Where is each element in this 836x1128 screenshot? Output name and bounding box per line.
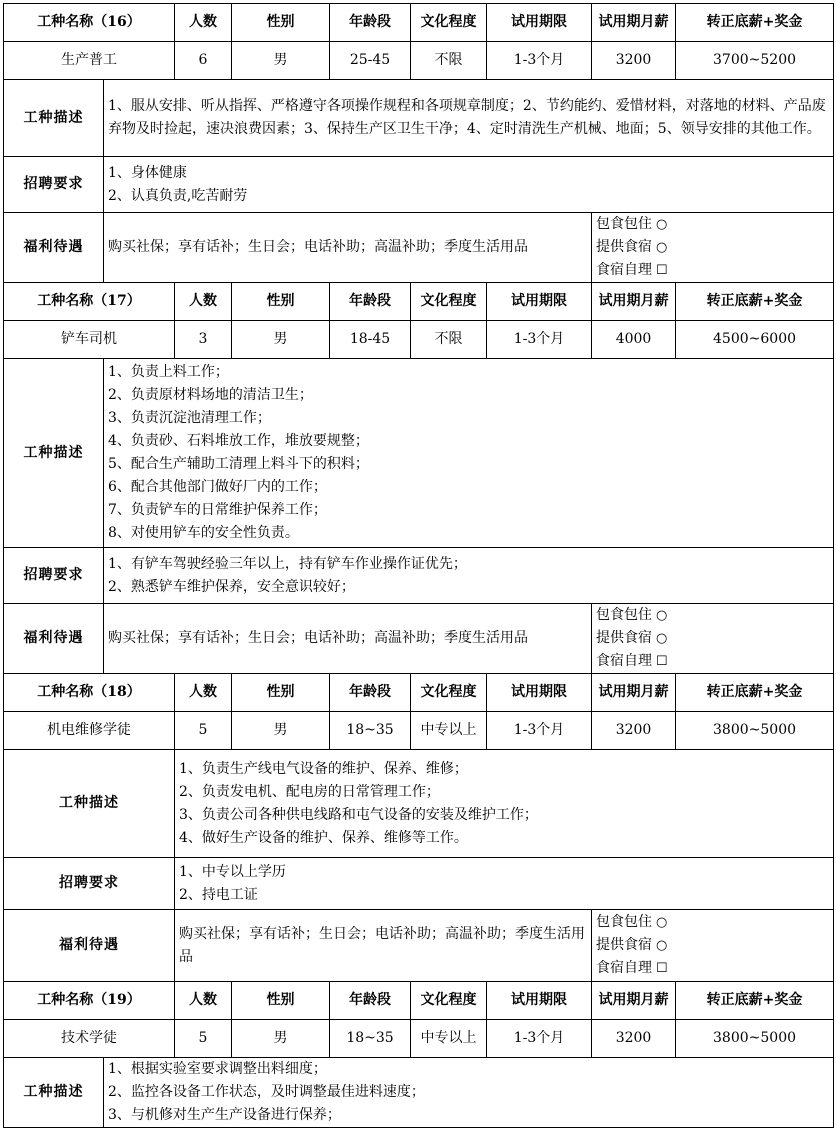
probation-salary-header: 试用期月薪 — [592, 4, 676, 42]
job-regular-salary: 3800~5000 — [676, 1020, 834, 1058]
description-line: 3、负责沉淀池清理工作； — [108, 410, 271, 426]
benefit-option-label: 包食包住 — [596, 914, 653, 930]
benefit-option — [596, 259, 829, 282]
job-name: 铲车司机 — [4, 321, 175, 359]
job-header-row — [4, 674, 834, 712]
description-line: 7、负责铲车的日常维护保养工作； — [108, 502, 327, 518]
probation-salary-header: 试用期月薪 — [592, 982, 676, 1020]
job-count: 6 — [175, 42, 232, 80]
count-header: 人数 — [175, 283, 232, 321]
benefit-option — [596, 934, 829, 957]
benefit-option — [596, 650, 829, 673]
description-label: 工种描述 — [4, 750, 175, 858]
age-header: 年龄段 — [330, 4, 411, 42]
radio-circle-icon: ○ — [656, 915, 668, 930]
description-line: 8、对使用铲车的安全性负责。 — [108, 525, 299, 541]
job-probation-period: 1-3个月 — [487, 1020, 592, 1058]
requirement-line: 1、有铲车驾驶经验三年以上，持有铲车作业操作证优先； — [108, 555, 467, 572]
job-probation-period: 1-3个月 — [487, 42, 592, 80]
probation-period-header: 试用期限 — [487, 283, 592, 321]
job-education: 不限 — [411, 42, 487, 80]
description-line: 2、负责发电机、配电房的日常管理工作； — [179, 783, 440, 800]
job-table — [3, 3, 834, 1128]
requirements-row — [4, 548, 834, 604]
gender-header: 性别 — [232, 982, 330, 1020]
benefit-option-label: 提供食宿 — [596, 239, 653, 255]
benefit-option — [596, 236, 829, 259]
job-age: 25-45 — [330, 42, 411, 80]
benefits-label: 福利待遇 — [4, 604, 104, 674]
requirement-line: 1、中专以上学历 — [179, 863, 286, 880]
education-header: 文化程度 — [411, 674, 487, 712]
job-count: 5 — [175, 712, 232, 750]
description-cell — [175, 750, 834, 858]
benefit-option-label: 食宿自理 — [596, 262, 653, 278]
job-name: 生产普工 — [4, 42, 175, 80]
probation-period-header: 试用期限 — [487, 674, 592, 712]
job-gender: 男 — [232, 712, 330, 750]
description-line: 2、监控各设备工作状态，及时调整最佳进料速度； — [108, 1084, 425, 1100]
description-cell — [104, 80, 834, 157]
requirement-line: 2、认真负责,吃苦耐劳 — [108, 187, 248, 204]
job-gender: 男 — [232, 42, 330, 80]
benefit-option-label: 食宿自理 — [596, 960, 653, 976]
requirements-cell — [104, 548, 834, 604]
benefit-option — [596, 604, 829, 627]
benefit-option-label: 提供食宿 — [596, 630, 653, 646]
job-gender: 男 — [232, 1020, 330, 1058]
job-title: 工种名称（16） — [4, 4, 175, 42]
age-header: 年龄段 — [330, 674, 411, 712]
description-line: 4、负责砂、石料堆放工作，堆放要规整； — [108, 433, 369, 449]
job-education: 不限 — [411, 321, 487, 359]
count-header: 人数 — [175, 4, 232, 42]
requirement-line: 1、身体健康 — [108, 164, 187, 181]
benefits-row — [4, 604, 834, 674]
benefit-option — [596, 957, 829, 980]
description-cell — [104, 1058, 834, 1128]
job-name: 技术学徒 — [4, 1020, 175, 1058]
description-row — [4, 80, 834, 157]
job-age: 18~35 — [330, 1020, 411, 1058]
requirement-line: 2、熟悉铲车维护保养，安全意识较好； — [108, 578, 355, 595]
radio-circle-icon: ○ — [656, 217, 668, 232]
job-age: 18~35 — [330, 712, 411, 750]
job-count: 3 — [175, 321, 232, 359]
probation-salary-header: 试用期月薪 — [592, 674, 676, 712]
requirements-label: 招聘要求 — [4, 858, 175, 910]
description-row — [4, 750, 834, 858]
job-probation-salary: 3200 — [592, 712, 676, 750]
description-line: 1、负责上料工作； — [108, 364, 229, 380]
job-header-row — [4, 982, 834, 1020]
job-regular-salary: 4500~6000 — [676, 321, 834, 359]
gender-header: 性别 — [232, 674, 330, 712]
description-line: 5、配合生产辅助工清理上料斗下的积料； — [108, 456, 369, 472]
regular-salary-header: 转正底薪+奖金 — [676, 4, 834, 42]
regular-salary-header: 转正底薪+奖金 — [676, 283, 834, 321]
checkbox-icon: ☐ — [656, 654, 668, 669]
job-header-row — [4, 283, 834, 321]
description-row — [4, 1058, 834, 1128]
radio-circle-icon: ○ — [656, 631, 668, 646]
description-row — [4, 359, 834, 548]
job-value-row — [4, 712, 834, 750]
benefit-options — [592, 213, 834, 283]
probation-salary-header: 试用期月薪 — [592, 283, 676, 321]
benefits-row — [4, 910, 834, 982]
benefit-options — [592, 604, 834, 674]
benefits-text: 购买社保；享有话补；生日会；电话补助；高温补助；季度生活用品 — [104, 604, 592, 674]
requirements-cell — [104, 157, 834, 213]
job-probation-salary: 3200 — [592, 1020, 676, 1058]
gender-header: 性别 — [232, 4, 330, 42]
benefits-text: 购买社保；享有话补；生日会；电话补助；高温补助；季度生活用品 — [175, 910, 592, 982]
description-text: 1、服从安排、听从指挥、严格遵守各项操作规程和各项规章制度；2、节约能约、爱惜材料，对落地的材料、产品废弃物及时捡起，速决浪费因素；3、保持生产区卫生干净；4、定时清洗生产机械、地面；5、领导安排的其他工作。 — [108, 98, 826, 137]
gender-header: 性别 — [232, 283, 330, 321]
benefit-option — [596, 911, 829, 934]
checkbox-icon: ☐ — [656, 961, 668, 976]
description-label: 工种描述 — [4, 1058, 104, 1128]
education-header: 文化程度 — [411, 4, 487, 42]
job-age: 18-45 — [330, 321, 411, 359]
requirements-cell — [175, 858, 834, 910]
count-header: 人数 — [175, 674, 232, 712]
regular-salary-header: 转正底薪+奖金 — [676, 674, 834, 712]
job-name: 机电维修学徒 — [4, 712, 175, 750]
description-label: 工种描述 — [4, 359, 104, 548]
regular-salary-header: 转正底薪+奖金 — [676, 982, 834, 1020]
job-education: 中专以上 — [411, 712, 487, 750]
benefits-text: 购买社保；享有话补；生日会；电话补助；高温补助；季度生活用品 — [104, 213, 592, 283]
age-header: 年龄段 — [330, 283, 411, 321]
description-line: 1、根据实验室要求调整出料细度； — [108, 1061, 327, 1077]
benefit-option-label: 包食包住 — [596, 607, 653, 623]
job-count: 5 — [175, 1020, 232, 1058]
age-header: 年龄段 — [330, 982, 411, 1020]
radio-circle-icon: ○ — [656, 938, 668, 953]
description-line: 1、负责生产线电气设备的维护、保养、维修； — [179, 760, 468, 777]
description-line: 3、与机修对生产生产设备进行保养； — [108, 1107, 341, 1123]
job-probation-salary: 3200 — [592, 42, 676, 80]
checkbox-icon: ☐ — [656, 263, 668, 278]
job-value-row — [4, 42, 834, 80]
education-header: 文化程度 — [411, 283, 487, 321]
benefit-option — [596, 627, 829, 650]
job-regular-salary: 3800~5000 — [676, 712, 834, 750]
benefit-options — [592, 910, 834, 982]
job-education: 中专以上 — [411, 1020, 487, 1058]
requirements-row — [4, 157, 834, 213]
job-probation-period: 1-3个月 — [487, 321, 592, 359]
probation-period-header: 试用期限 — [487, 4, 592, 42]
description-line: 3、负责公司各种供电线路和屯气设备的安装及维护工作； — [179, 806, 538, 823]
benefit-option-label: 食宿自理 — [596, 653, 653, 669]
description-line: 4、做好生产设备的维护、保养、维修等工作。 — [179, 829, 468, 846]
description-line: 2、负责原材料场地的清洁卫生； — [108, 387, 313, 403]
probation-period-header: 试用期限 — [487, 982, 592, 1020]
job-gender: 男 — [232, 321, 330, 359]
job-probation-period: 1-3个月 — [487, 712, 592, 750]
benefit-option — [596, 213, 829, 236]
job-title: 工种名称（17） — [4, 283, 175, 321]
requirements-label: 招聘要求 — [4, 548, 104, 604]
job-probation-salary: 4000 — [592, 321, 676, 359]
job-title: 工种名称（18） — [4, 674, 175, 712]
requirement-line: 2、持电工证 — [179, 886, 258, 903]
count-header: 人数 — [175, 982, 232, 1020]
job-value-row — [4, 321, 834, 359]
benefit-option-label: 包食包住 — [596, 216, 653, 232]
description-line: 6、配合其他部门做好厂内的工作； — [108, 479, 327, 495]
requirements-row — [4, 858, 834, 910]
radio-circle-icon: ○ — [656, 240, 668, 255]
requirements-label: 招聘要求 — [4, 157, 104, 213]
benefits-row — [4, 213, 834, 283]
description-cell — [104, 359, 834, 548]
job-value-row — [4, 1020, 834, 1058]
education-header: 文化程度 — [411, 982, 487, 1020]
description-label: 工种描述 — [4, 80, 104, 157]
radio-circle-icon: ○ — [656, 608, 668, 623]
job-header-row — [4, 4, 834, 42]
job-title: 工种名称（19） — [4, 982, 175, 1020]
job-regular-salary: 3700~5200 — [676, 42, 834, 80]
benefits-label: 福利待遇 — [4, 213, 104, 283]
benefits-label: 福利待遇 — [4, 910, 175, 982]
benefit-option-label: 提供食宿 — [596, 937, 653, 953]
